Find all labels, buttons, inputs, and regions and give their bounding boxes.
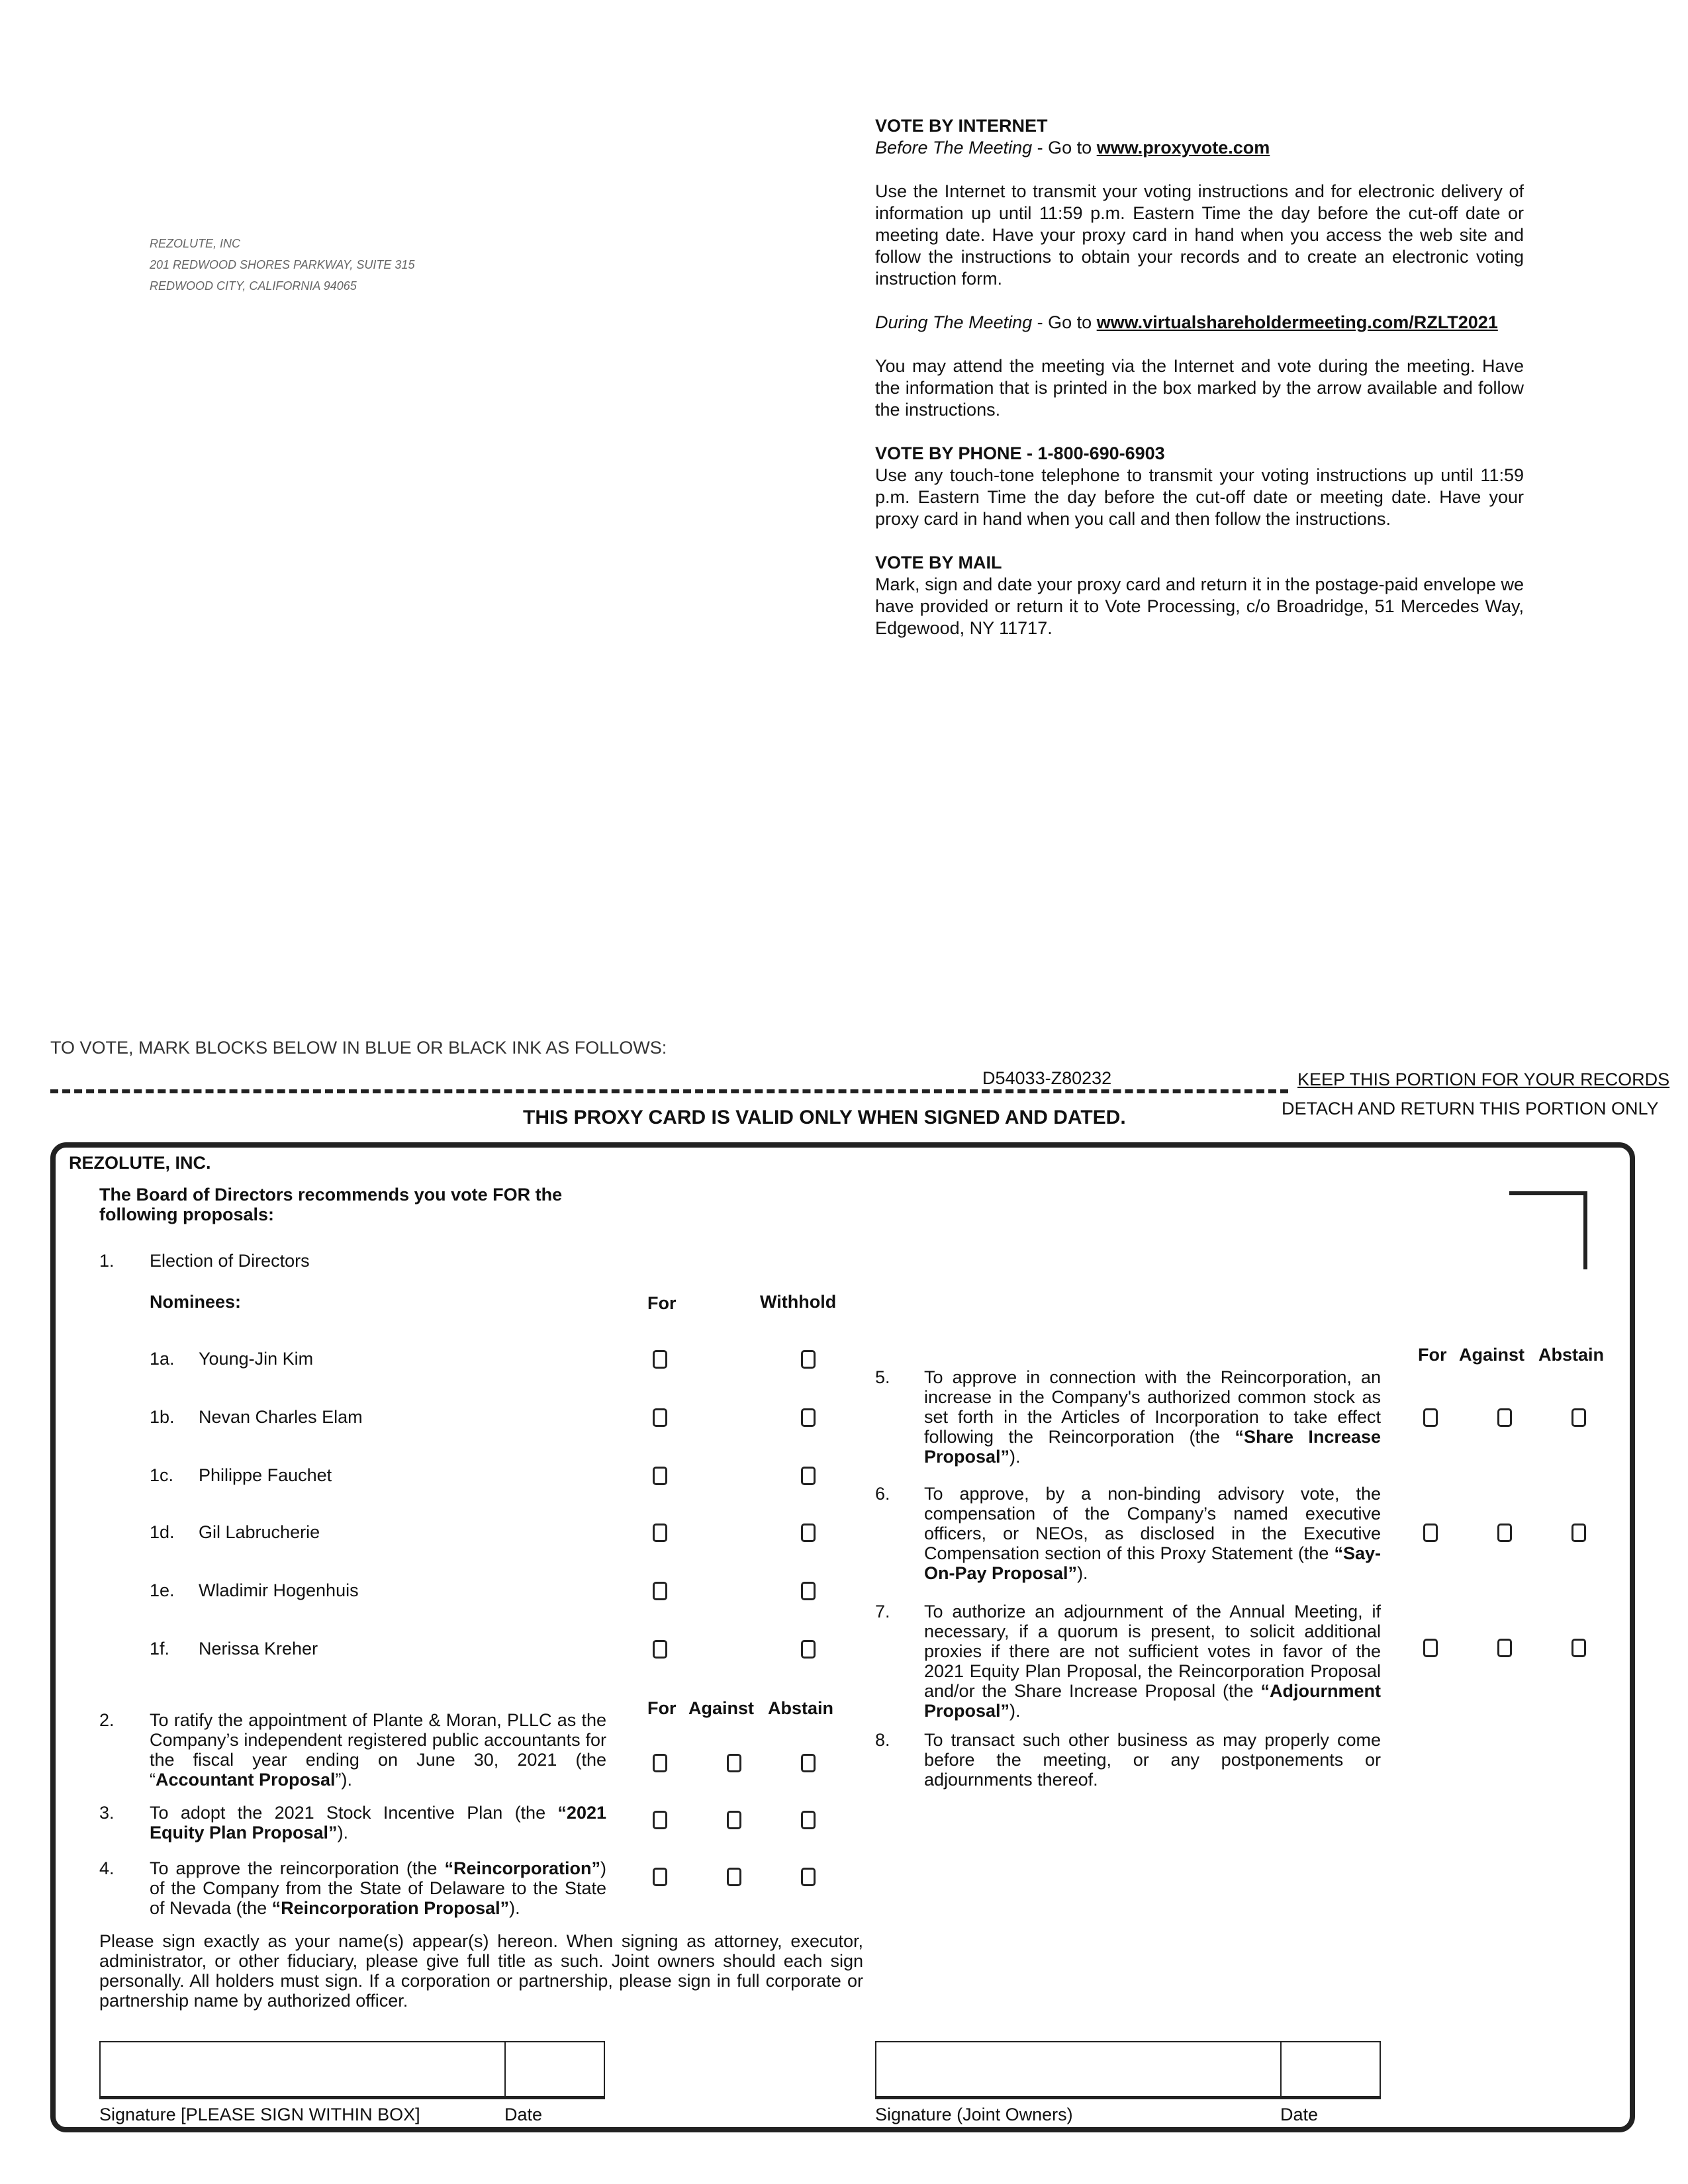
col-for-header: For [647, 1698, 677, 1718]
col-abstain-header: Abstain [768, 1698, 834, 1718]
p5-abstain-checkbox[interactable] [1571, 1408, 1586, 1427]
nominee-id: 1b. [150, 1407, 175, 1427]
p3-abstain-checkbox[interactable] [801, 1811, 816, 1829]
signature-box[interactable] [99, 2041, 506, 2099]
voting-instructions [875, 115, 1524, 661]
p4-text [150, 1858, 606, 1918]
internet-heading: VOTE BY INTERNET [875, 116, 1048, 136]
nominee-name: Nevan Charles Elam [199, 1407, 363, 1427]
p7-for-checkbox[interactable] [1423, 1639, 1438, 1657]
col-for-header: For [1418, 1345, 1447, 1365]
col-against-header: Against [1459, 1345, 1525, 1365]
p3-body: To adopt the 2021 Stock Incentive Plan (the [150, 1803, 558, 1823]
nominee-for-checkbox[interactable] [653, 1350, 667, 1369]
p7-text [924, 1602, 1381, 1721]
p3-title: “2021 Equity Plan Proposal” [150, 1803, 606, 1843]
recommendation [99, 1185, 562, 1224]
p3-text [150, 1803, 606, 1843]
nominee-for-checkbox[interactable] [653, 1408, 667, 1427]
sender-company: REZOLUTE, INC [150, 237, 241, 250]
p8-text: To transact such other business as may properly come before the meeting, or any postponements or adjournments thereof. [924, 1730, 1381, 1790]
col-abstain-header: Abstain [1538, 1345, 1605, 1365]
nominee-for-checkbox[interactable] [653, 1524, 667, 1542]
nominee-name: Philippe Fauchet [199, 1465, 332, 1485]
p2-end: ”). [335, 1770, 353, 1790]
return-label: DETACH AND RETURN THIS PORTION ONLY [1282, 1099, 1659, 1118]
joint-signature-box[interactable] [875, 2041, 1282, 2099]
p5-title: “Share Increase Proposal” [924, 1427, 1382, 1467]
nominee-withhold-checkbox[interactable] [801, 1524, 816, 1542]
sender-address [150, 233, 414, 296]
joint-date-box[interactable] [1280, 2041, 1381, 2099]
keep-label: KEEP THIS PORTION FOR YOUR RECORDS [1297, 1069, 1670, 1089]
p4-against-checkbox[interactable] [727, 1868, 741, 1886]
joint-signature-label: Signature (Joint Owners) [875, 2105, 1073, 2124]
p2-abstain-checkbox[interactable] [801, 1754, 816, 1772]
before-meeting-label: Before The Meeting [875, 138, 1033, 158]
mail-heading: VOTE BY MAIL [875, 553, 1002, 572]
nominee-id: 1e. [150, 1580, 175, 1600]
p3-end: ). [337, 1823, 349, 1843]
nominee-for-checkbox[interactable] [653, 1640, 667, 1659]
p2-text [150, 1710, 606, 1790]
p5-text [924, 1367, 1381, 1467]
p4-end: ). [509, 1898, 520, 1918]
nominee-id: 1f. [150, 1639, 170, 1659]
item1-label: Election of Directors [150, 1251, 310, 1271]
p4-body: To approve the reincorporation (the [150, 1858, 445, 1878]
mark-instruction: TO VOTE, MARK BLOCKS BELOW IN BLUE OR BLACK INK AS FOLLOWS: [50, 1038, 667, 1058]
p6-for-checkbox[interactable] [1423, 1524, 1438, 1542]
p4-for-checkbox[interactable] [653, 1868, 667, 1886]
sender-city: REDWOOD CITY, CALIFORNIA 94065 [150, 279, 357, 293]
p4-number: 4. [99, 1858, 115, 1878]
p6-end: ). [1077, 1563, 1088, 1583]
nominee-name: Nerissa Kreher [199, 1639, 318, 1659]
nominee-name: Young-Jin Kim [199, 1349, 314, 1369]
p5-for-checkbox[interactable] [1423, 1408, 1438, 1427]
nominee-for-checkbox[interactable] [653, 1582, 667, 1600]
during-text: You may attend the meeting via the Internet and vote during the meeting. Have the information that is printed in the box marked by the arrow available and follow the instructions. [875, 356, 1524, 420]
nominee-for-checkbox[interactable] [653, 1467, 667, 1485]
col-for-header: For [647, 1293, 677, 1313]
p6-body: To approve, by a non-binding advisory vote, the compensation of the Company’s named executive officers, or NEOs, as disclosed in the Executive Compensation section of this Proxy Statement (the [924, 1484, 1381, 1563]
p4-body-2: ) of the Company from the State of Delaware to the State of Nevada (the [150, 1858, 606, 1918]
p4-abstain-checkbox[interactable] [801, 1868, 816, 1886]
signature-label: Signature [PLEASE SIGN WITHIN BOX] [99, 2105, 420, 2124]
p5-end: ). [1009, 1447, 1021, 1467]
recommendation-line-2: following proposals: [99, 1205, 274, 1224]
goto-text: - Go to [1032, 312, 1097, 332]
nominee-withhold-checkbox[interactable] [801, 1350, 816, 1369]
nominee-id: 1d. [150, 1522, 175, 1542]
p6-abstain-checkbox[interactable] [1571, 1524, 1586, 1542]
p7-abstain-checkbox[interactable] [1571, 1639, 1586, 1657]
p2-number: 2. [99, 1710, 115, 1730]
date-box[interactable] [504, 2041, 605, 2099]
p2-body: To ratify the appointment of Plante & Moran, PLLC as the Company’s independent registered public accountants for the fiscal year ending on June 30, 2021 (the “ [150, 1710, 606, 1790]
p3-for-checkbox[interactable] [653, 1811, 667, 1829]
p5-number: 5. [875, 1367, 890, 1387]
goto-text: - Go to [1032, 138, 1097, 158]
internet-text: Use the Internet to transmit your voting instructions and for electronic delivery of information up until 11:59 p.m. Eastern Time the day before the cut-off date or meeting date. Have your proxy card in hand when you access the web site and follow the instructions to obtain your records and to create an electronic voting instruction form. [875, 181, 1524, 289]
date-label: Date [504, 2105, 543, 2124]
p4-title-2: “Reincorporation Proposal” [271, 1898, 510, 1918]
phone-heading: VOTE BY PHONE - 1-800-690-6903 [875, 443, 1165, 463]
p7-end: ). [1009, 1701, 1021, 1721]
proxyvote-link[interactable]: www.proxyvote.com [1096, 138, 1270, 158]
p5-body: To approve in connection with the Reincorporation, an increase in the Company's authorized common stock as set forth in the Articles of Incorporation to take effect following the Reincorporation (the [924, 1367, 1381, 1447]
virtual-meeting-link[interactable]: www.virtualshareholdermeeting.com/RZLT2021 [1096, 312, 1498, 332]
during-meeting-label: During The Meeting [875, 312, 1033, 332]
nominee-name: Gil Labrucherie [199, 1522, 320, 1542]
nominee-withhold-checkbox[interactable] [801, 1467, 816, 1485]
nominee-name: Wladimir Hogenhuis [199, 1580, 359, 1600]
p2-title: Accountant Proposal [156, 1770, 336, 1790]
p6-number: 6. [875, 1484, 890, 1504]
p7-against-checkbox[interactable] [1497, 1639, 1512, 1657]
p2-for-checkbox[interactable] [653, 1754, 667, 1772]
col-withhold-header: Withhold [760, 1292, 837, 1312]
sender-street: 201 REDWOOD SHORES PARKWAY, SUITE 315 [150, 258, 415, 271]
p6-against-checkbox[interactable] [1497, 1524, 1512, 1542]
arrow-corner-mark [1509, 1191, 1587, 1269]
p6-text [924, 1484, 1381, 1583]
item1-number: 1. [99, 1251, 115, 1271]
p3-number: 3. [99, 1803, 115, 1823]
phone-text: Use any touch-tone telephone to transmit your voting instructions up until 11:59 p.m. Eastern Time the day before the cut-off date or meeting date. Have your proxy card in hand when you call and then follow the instructions. [875, 465, 1524, 529]
recommendation-line-1: The Board of Directors recommends you vote FOR the [99, 1185, 563, 1205]
card-company: REZOLUTE, INC. [69, 1153, 211, 1173]
p4-title-1: “Reincorporation” [444, 1858, 600, 1878]
p8-number: 8. [875, 1730, 890, 1750]
nominee-withhold-checkbox[interactable] [801, 1408, 816, 1427]
p7-number: 7. [875, 1602, 890, 1621]
mail-text: Mark, sign and date your proxy card and return it in the postage-paid envelope we have provided or return it to Vote Processing, c/o Broadridge, 51 Mercedes Way, Edgewood, NY 11717. [875, 574, 1524, 638]
sign-instructions: Please sign exactly as your name(s) appear(s) hereon. When signing as attorney, executor, administrator, or other fiduciary, please give full title as such. Joint owners should each sign personally. All holders must sign. If a corporation or partnership, please sign in full corporate or partnership name by authorized officer. [99, 1931, 863, 2011]
p5-against-checkbox[interactable] [1497, 1408, 1512, 1427]
p7-title: “Adjournment Proposal” [924, 1681, 1381, 1721]
nominee-id: 1c. [150, 1465, 174, 1485]
col-against-header: Against [688, 1698, 755, 1718]
joint-date-label: Date [1280, 2105, 1319, 2124]
nominee-withhold-checkbox[interactable] [801, 1640, 816, 1659]
nominee-withhold-checkbox[interactable] [801, 1582, 816, 1600]
p3-against-checkbox[interactable] [727, 1811, 741, 1829]
p2-against-checkbox[interactable] [727, 1754, 741, 1772]
p7-body: To authorize an adjournment of the Annual Meeting, if necessary, if a quorum is present, to solicit additional proxies if there are not sufficient votes in favor of the 2021 Equity Plan Proposal, the Reincorporation Proposal and/or the Share Increase Proposal (the [924, 1602, 1381, 1701]
detach-line [50, 1089, 1288, 1093]
p6-title: “Say-On-Pay Proposal” [924, 1543, 1381, 1583]
control-code: D54033-Z80232 [982, 1068, 1112, 1088]
nominees-label: Nominees: [150, 1292, 242, 1312]
nominee-id: 1a. [150, 1349, 175, 1369]
valid-notice: THIS PROXY CARD IS VALID ONLY WHEN SIGNED AND DATED. [523, 1107, 1126, 1128]
